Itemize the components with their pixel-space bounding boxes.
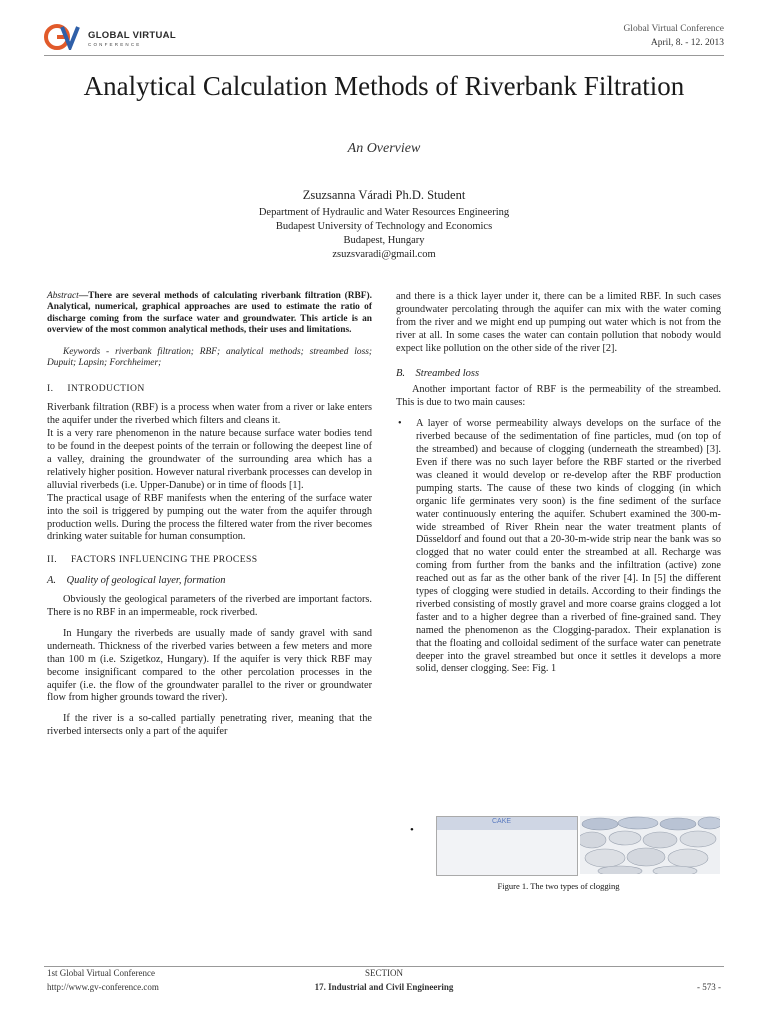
paragraph: It is a very rare phenomenon in the nature because surface water bodies tend to be found in the deepest points of the terrain or following the deepest line of a valley, draining the groundwater of the surrounding area which has a relatively higher position. However natural riverbank processes can develop in alluvial riverbeds (i.e. Upper-Danube) or in time of floods [1]. — [47, 428, 372, 491]
paper-subtitle: An Overview — [347, 141, 421, 156]
author-email[interactable]: zsuzsvaradi@gmail.com — [332, 249, 436, 260]
footer-section-label: SECTION — [365, 968, 403, 978]
abstract-text: —There are several methods of calculating riverbank filtration (RBF). Analytical, numerical, graphical approaches are used to estimate the ratio of discharge coming from the surface water and groundwater. This article is an overview of the most common analytical methods, their uses and limitations. — [47, 291, 372, 336]
subsection-heading-streambed — [396, 368, 721, 381]
section-number: II. — [47, 554, 57, 566]
header-date: April, 8. - 12. 2013 — [650, 38, 724, 48]
list-item — [396, 418, 721, 676]
footer-url[interactable]: http://www.gv-conference.com — [47, 982, 159, 992]
paragraph: If the river is a so-called partially penetrating river, meaning that the riverbed intersects only a part of the aquifer — [47, 713, 372, 738]
section-heading-factors — [47, 554, 372, 567]
footer-divider — [44, 966, 724, 967]
cake-layer — [437, 817, 577, 830]
header-divider — [44, 55, 724, 56]
affiliation-city: Budapest, Hungary — [343, 235, 425, 246]
list-item-text: A layer of worse permeability always develops on the surface of the riverbed because of the sedimentation of fine particles, mud (on top of the streambed) and because of clogging (underneath the streambed) [3]. Even if there was no such layer before the RBF started or the riverbed was cleaned it would develop or re-develop after the RBF production pumping starts. The cause of these two kinds of clogging (in which organic life germinates very soon) is the fine sediment of the surface water continuously entering the aquifer. Schubert examined the 300-m-wide streambed of River Rhein near the water treatment plants of Düsseldorf and found out that a 20-30-m-wide strip near the bank was so clogged that no water could enter the streambed at all. Recharge was coming from further from the banks and the infiltration (active) zone reached out as far as the other bank of the river [4]. In [5] the different types of clogging were studied in details. According to their findings the riverbed consisting of mostly gravel and more coarse grains clogged a lot faster and to a higher degree than a riverbed of fine-grained sand. They named the phenomenon as the Clogging-paradox. Their explanation is that the floating and colloidal sediment of the surface water can penetrate deeper into the gravel streambed but once it settles it develops a more solid, denser clogging. See: Fig. 1 — [416, 418, 721, 675]
right-column — [396, 291, 721, 676]
subsection-number: A. — [47, 575, 57, 587]
paragraph: In Hungary the riverbeds are usually made of sandy gravel with sand underneath. Thickness of the riverbed varies between a few meters and more than 100 m (i.e. Szigetkoz, Hungary). If the aquifer is very thick RBF may become insignificant compared to the other percolation processes in the aquifer (i.e. the flow of the groundwater parallel to the river or groundwater flow from higher grounds toward the river). — [47, 627, 372, 704]
section-title: INTRODUCTION — [67, 383, 145, 395]
figure-internal-clogging — [580, 816, 720, 874]
subsection-title: Streambed loss — [415, 367, 480, 379]
figure-caption: Figure 1. The two types of clogging — [497, 881, 620, 891]
gv-logo-icon — [44, 24, 80, 50]
section-heading-introduction — [47, 383, 372, 396]
bullet-icon: • — [398, 418, 402, 430]
conference-logo — [44, 22, 184, 54]
paragraph: and there is a thick layer under it, there can be a limited RBF. In such cases groundwater percolating through the aquifer can mix with the water coming from the river and we might end up pumping out water which is not from the river at all. In some cases the water can contain pollution that nobody would expect like pollution on the other side of the river [2]. — [396, 291, 721, 354]
header-conference: Global Virtual Conference — [623, 24, 724, 34]
paragraph: Obviously the geological parameters of the riverbed are important factors. There is no RBF in an impermeable, rock riverbed. — [47, 594, 372, 619]
figure-cake-clogging — [436, 816, 578, 876]
page-number: - 573 - — [697, 982, 721, 992]
abstract-label: Abstract — [47, 291, 79, 301]
left-column — [47, 291, 372, 739]
cake-label: CAKE — [492, 818, 512, 825]
section-number: I. — [47, 383, 54, 395]
paragraph: The practical usage of RBF manifests when the entering of the surface water into the soil is triggered by pumping out the water from the aquifer through production wells. During the process the filtered water from the river becomes drinking water suitable for human consumption. — [47, 492, 372, 543]
affiliation-department: Department of Hydraulic and Water Resources Engineering — [258, 207, 510, 218]
subsection-heading-geology — [47, 575, 372, 588]
paper-title: Analytical Calculation Methods of Riverbank Filtration — [83, 71, 685, 101]
bullet-icon: • — [410, 824, 414, 836]
subsection-number: B. — [396, 367, 406, 379]
paragraph: Another important factor of RBF is the permeability of the streambed. This is due to two main causes: — [396, 384, 721, 409]
paragraph: Riverbank filtration (RBF) is a process when water from a river or lake enters the aquifer under the riverbed which filters and cleans it. — [47, 402, 372, 427]
footer-section-name: 17. Industrial and Civil Engineering — [314, 982, 454, 992]
logo-subtitle: CONFERENCE — [88, 42, 142, 47]
logo-title: GLOBAL VIRTUAL — [88, 30, 176, 41]
keywords: Keywords - riverbank filtration; RBF; analytical methods; streambed loss; Dupuit; Lapsin; Forchheimer; — [47, 346, 372, 369]
abstract — [47, 291, 372, 337]
affiliation-university: Budapest University of Technology and Economics — [275, 221, 493, 232]
section-title: FACTORS INFLUENCING THE PROCESS — [71, 554, 258, 566]
footer-conference: 1st Global Virtual Conference — [47, 968, 156, 978]
paper-author: Zsuzsanna Váradi Ph.D. Student — [302, 188, 466, 202]
subsection-title: Quality of geological layer, formation — [66, 575, 226, 587]
